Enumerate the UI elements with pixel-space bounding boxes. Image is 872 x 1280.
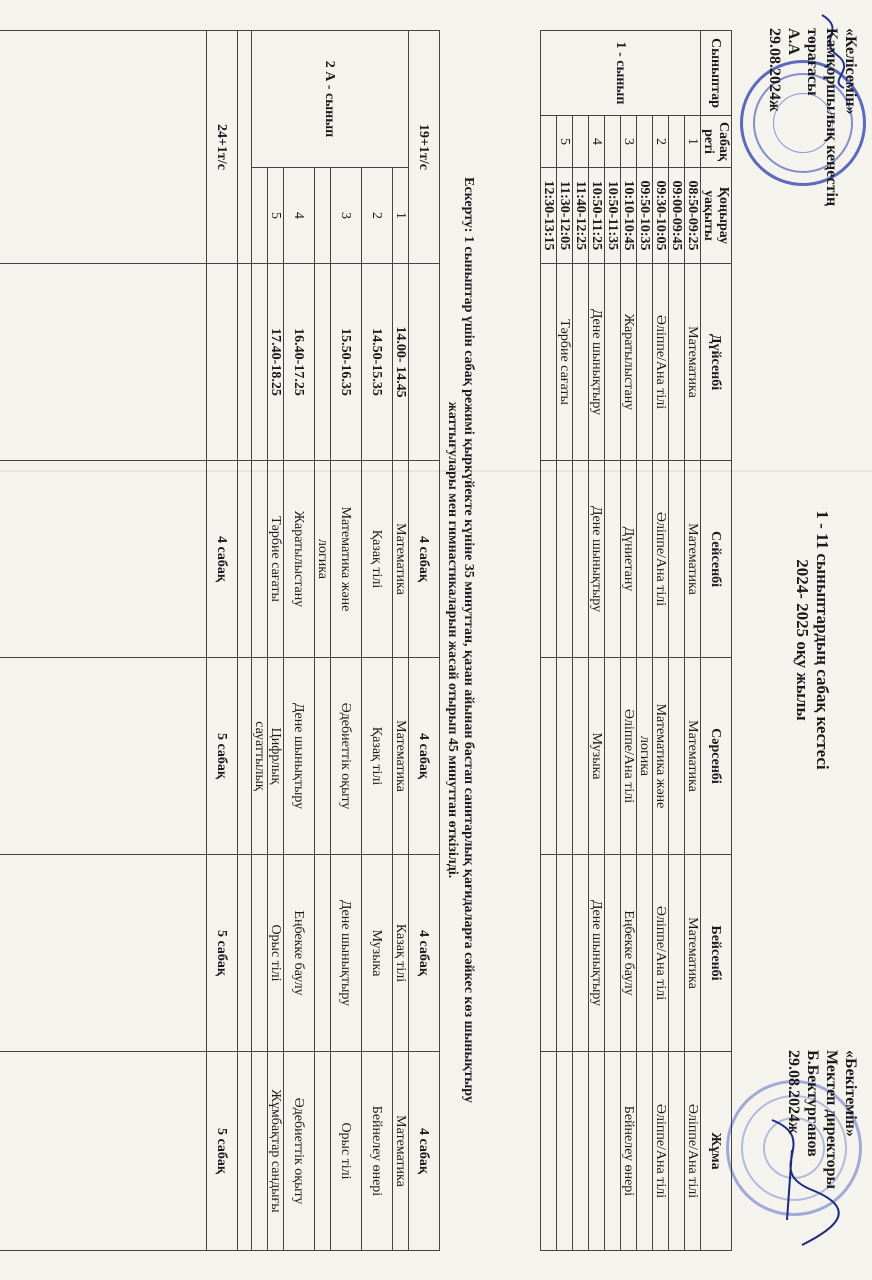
lesson-thu bbox=[315, 1052, 331, 1251]
lesson-thu: Математика bbox=[685, 855, 701, 1052]
lesson-fri bbox=[605, 1052, 621, 1251]
total-wed: 5 сабақ bbox=[207, 855, 238, 1052]
bell-time: 10:50-11:25 bbox=[589, 168, 605, 264]
lesson-thu bbox=[669, 855, 685, 1052]
table-row bbox=[252, 31, 268, 1251]
count-wed: 4 сабақ bbox=[409, 855, 440, 1052]
lesson-wed: Орыс тілі bbox=[268, 855, 284, 1052]
lesson-thu bbox=[557, 855, 573, 1052]
lesson-number: 3 bbox=[621, 116, 637, 168]
bell-time: 17.40-18.25 bbox=[268, 264, 284, 461]
lesson-tue: Дүниетану bbox=[621, 461, 637, 658]
lesson-fri: Бейнелеу өнері bbox=[621, 1052, 637, 1251]
lesson-wed: логика bbox=[637, 658, 653, 855]
grade-total-blank bbox=[207, 264, 238, 461]
empty-cell bbox=[0, 264, 207, 461]
table-row bbox=[331, 31, 362, 1251]
header-wednesday: Сәрсенбі bbox=[701, 658, 732, 855]
total-mon: 4 сабақ bbox=[207, 461, 238, 658]
approval-left bbox=[765, 28, 860, 206]
grade2-rows bbox=[252, 31, 440, 1251]
bell-time: 14.50-15.35 bbox=[362, 264, 393, 461]
lesson-mon: Математика bbox=[393, 461, 409, 658]
lesson-tue bbox=[669, 461, 685, 658]
lesson-thu bbox=[573, 855, 589, 1052]
lesson-mon: Жаратылыстану bbox=[284, 461, 315, 658]
lesson-tue bbox=[605, 461, 621, 658]
bell-time: 09:50-10:35 bbox=[637, 168, 653, 264]
lesson-tue bbox=[557, 461, 573, 658]
lesson-fri bbox=[573, 1052, 589, 1251]
lesson-thu: Бейнелеу өнері bbox=[362, 1052, 393, 1251]
table-row bbox=[669, 31, 685, 1251]
lesson-mon: Жаратылыстану bbox=[621, 264, 637, 461]
table-row bbox=[557, 31, 573, 1251]
lesson-thu bbox=[605, 855, 621, 1052]
lesson-tue bbox=[541, 461, 557, 658]
lesson-wed: Математика және bbox=[653, 658, 669, 855]
bell-time: 14.00- 14.45 bbox=[393, 264, 409, 461]
spacer-cell bbox=[238, 658, 252, 855]
lesson-number: 4 bbox=[589, 116, 605, 168]
lesson-tue: Цифрлық bbox=[268, 658, 284, 855]
total-thu: 5 сабақ bbox=[207, 1052, 238, 1251]
spacer-cell bbox=[238, 31, 252, 264]
table-row bbox=[637, 31, 653, 1251]
table-row bbox=[621, 31, 637, 1251]
spacer-cell bbox=[238, 461, 252, 658]
header-class: Сыныптар bbox=[701, 31, 732, 116]
lesson-fri: Әліппе/Ана тілі bbox=[653, 1052, 669, 1251]
approval-left-line2: Камқоршылық кеңестің bbox=[823, 28, 840, 207]
lesson-wed bbox=[573, 658, 589, 855]
lesson-wed bbox=[315, 855, 331, 1052]
table-row bbox=[362, 31, 393, 1251]
empty-cell bbox=[0, 31, 207, 264]
lesson-mon bbox=[252, 461, 268, 658]
table-row bbox=[315, 31, 331, 1251]
total-tue: 5 сабақ bbox=[207, 658, 238, 855]
count-mon: 4 сабақ bbox=[409, 461, 440, 658]
note-line1: Ескерту: 1 сыныптар үшін сабақ режимі қыркүйекте күніне 35 минуттан, қазан айынан бастап санитарлық қағидаларға сәйкес көз шынықтыру bbox=[461, 177, 476, 1103]
empty-cell bbox=[0, 461, 207, 658]
lesson-fri bbox=[541, 1052, 557, 1251]
empty-cell bbox=[0, 658, 207, 855]
lesson-number: 2 bbox=[653, 116, 669, 168]
lesson-mon bbox=[573, 264, 589, 461]
grade2-schedule-table bbox=[0, 30, 440, 1251]
lesson-tue: Қазақ тілі bbox=[362, 658, 393, 855]
lesson-number bbox=[669, 116, 685, 168]
grade2-class-label: 2 А - сынып bbox=[252, 31, 409, 168]
table-row bbox=[268, 31, 284, 1251]
document-title bbox=[792, 390, 832, 890]
lesson-mon: Тәрбие сағаты bbox=[557, 264, 573, 461]
approval-left-line3: төрағасы bbox=[804, 28, 821, 96]
approval-right-line4: 29.08.2024ж bbox=[785, 1050, 802, 1134]
bell-time bbox=[252, 264, 268, 461]
bell-time: 11:30-12:05 bbox=[557, 168, 573, 264]
table-row bbox=[605, 31, 621, 1251]
spacer-cell bbox=[238, 264, 252, 461]
lesson-fri bbox=[557, 1052, 573, 1251]
lesson-thu bbox=[252, 1052, 268, 1251]
approval-right bbox=[784, 1050, 860, 1189]
lesson-tue: сауаттылық bbox=[252, 658, 268, 855]
bell-time: 08:50-09:25 bbox=[685, 168, 701, 264]
lesson-thu: Еңбекке баулу bbox=[621, 855, 637, 1052]
lesson-thu: Дене шынықтыру bbox=[589, 855, 605, 1052]
lesson-tue: Математика bbox=[685, 461, 701, 658]
lesson-fri bbox=[669, 1052, 685, 1251]
lesson-wed: Казақ тілі bbox=[393, 855, 409, 1052]
grade-total-count: 24+1т/с bbox=[207, 31, 238, 264]
lesson-number bbox=[252, 168, 268, 264]
lesson-number bbox=[315, 168, 331, 264]
bell-time: 16.40-17.25 bbox=[284, 264, 315, 461]
lesson-wed: Еңбекке баулу bbox=[284, 855, 315, 1052]
bell-time: 15.50-16.35 bbox=[331, 264, 362, 461]
grade-total-rows bbox=[0, 31, 252, 1251]
bell-time bbox=[315, 264, 331, 461]
lesson-mon: Әліппе/Ана тілі bbox=[653, 264, 669, 461]
grade1-rows bbox=[541, 31, 701, 1251]
count-thu: 4 сабақ bbox=[409, 1052, 440, 1251]
note-line2: жаттығулары мен гимнастикаларын жасай отырып 45 минуттан өткізілді. bbox=[445, 401, 460, 879]
lesson-thu: Әліппе/Ана тілі bbox=[653, 855, 669, 1052]
bell-time: 10:10-10:45 bbox=[621, 168, 637, 264]
approval-right-line1: «Бекітемін» bbox=[842, 1050, 859, 1137]
lesson-number: 3 bbox=[331, 168, 362, 264]
grade2-lesson-total: 19+1т/с bbox=[409, 31, 440, 264]
header-order: Сабақ реті bbox=[701, 116, 732, 168]
table-row bbox=[685, 31, 701, 1251]
note bbox=[444, 30, 476, 1250]
table-row bbox=[589, 31, 605, 1251]
lesson-wed: Әліппе/Ана тілі bbox=[621, 658, 637, 855]
title-line2: 2024- 2025 оқу жылы bbox=[793, 559, 812, 721]
lesson-fri bbox=[637, 1052, 653, 1251]
title-line1: 1 - 11 сыныптардың сабақ кестесі bbox=[813, 510, 832, 770]
lesson-mon: Тәрбие сағаты bbox=[268, 461, 284, 658]
lesson-tue: Математика bbox=[393, 658, 409, 855]
lesson-thu: Жұмбақтар сандығы bbox=[268, 1052, 284, 1251]
lesson-mon bbox=[669, 264, 685, 461]
lesson-thu bbox=[637, 855, 653, 1052]
lesson-wed bbox=[252, 855, 268, 1052]
approval-left-line4: А.А bbox=[785, 28, 802, 56]
count-tue: 4 сабақ bbox=[409, 658, 440, 855]
lesson-mon: Математика bbox=[685, 264, 701, 461]
spacer-cell bbox=[238, 855, 252, 1052]
bell-time: 11:40-12:25 bbox=[573, 168, 589, 264]
table-row bbox=[653, 31, 669, 1251]
bell-time: 10:50-11:35 bbox=[605, 168, 621, 264]
lesson-wed: Музыка bbox=[362, 855, 393, 1052]
lesson-number bbox=[605, 116, 621, 168]
lesson-mon bbox=[637, 264, 653, 461]
lesson-thu: Математика bbox=[393, 1052, 409, 1251]
lesson-number: 1 bbox=[685, 116, 701, 168]
header-bell: Қоңырау уақыты bbox=[701, 168, 732, 264]
grade1-class-label: 1 - сынып bbox=[541, 31, 701, 116]
empty-cell bbox=[0, 1052, 207, 1251]
approval-left-line5: 29.08.2024ж bbox=[766, 28, 783, 112]
lesson-wed bbox=[557, 658, 573, 855]
header-friday: Жұма bbox=[701, 1052, 732, 1251]
table-row bbox=[393, 31, 409, 1251]
approval-right-line3: Б.Бектурганов bbox=[804, 1050, 821, 1157]
lesson-thu: Әдебиеттік оқыту bbox=[284, 1052, 315, 1251]
lesson-number bbox=[637, 116, 653, 168]
lesson-number: 4 bbox=[284, 168, 315, 264]
approval-left-line1: «Келісемін» bbox=[842, 28, 859, 115]
bell-time: 09:30-10:05 bbox=[653, 168, 669, 264]
lesson-thu: Орыс тілі bbox=[331, 1052, 362, 1251]
lesson-number: 5 bbox=[268, 168, 284, 264]
lesson-mon bbox=[605, 264, 621, 461]
lesson-mon: Қазақ тілі bbox=[362, 461, 393, 658]
empty-cell bbox=[0, 855, 207, 1052]
lesson-fri bbox=[589, 1052, 605, 1251]
lesson-mon: логика bbox=[315, 461, 331, 658]
table-row bbox=[573, 31, 589, 1251]
lesson-number bbox=[573, 116, 589, 168]
lesson-mon: Математика және bbox=[331, 461, 362, 658]
header-tuesday: Сейсенбі bbox=[701, 461, 732, 658]
lesson-tue bbox=[573, 461, 589, 658]
grade1-schedule-table bbox=[540, 30, 732, 1251]
grade2-lessons-per-day bbox=[409, 264, 440, 461]
table-row bbox=[541, 31, 557, 1251]
lesson-number bbox=[541, 116, 557, 168]
lesson-number: 2 bbox=[362, 168, 393, 264]
lesson-wed: Математика bbox=[685, 658, 701, 855]
lesson-thu bbox=[541, 855, 557, 1052]
lesson-mon: Дене шынықтыру bbox=[589, 264, 605, 461]
header-monday: Дүйсенбі bbox=[701, 264, 732, 461]
lesson-tue bbox=[637, 461, 653, 658]
lesson-tue: Дене шынықтыру bbox=[284, 658, 315, 855]
lesson-wed: Дене шынықтыру bbox=[331, 855, 362, 1052]
lesson-tue bbox=[315, 658, 331, 855]
bell-time: 12:30-13:15 bbox=[541, 168, 557, 264]
lesson-number: 5 bbox=[557, 116, 573, 168]
table-row bbox=[284, 31, 315, 1251]
lesson-mon bbox=[541, 264, 557, 461]
lesson-wed: Музыка bbox=[589, 658, 605, 855]
header-thursday: Бейсенбі bbox=[701, 855, 732, 1052]
bell-time: 09:00-09:45 bbox=[669, 168, 685, 264]
approval-right-line2: Мектеп директоры bbox=[823, 1050, 840, 1189]
lesson-wed bbox=[669, 658, 685, 855]
lesson-fri: Әліппе/Ана тілі bbox=[685, 1052, 701, 1251]
lesson-tue: Дене шынықтыру bbox=[589, 461, 605, 658]
spacer-cell bbox=[238, 1052, 252, 1251]
lesson-tue: Әдебиеттік оқыту bbox=[331, 658, 362, 855]
lesson-number: 1 bbox=[393, 168, 409, 264]
lesson-wed bbox=[605, 658, 621, 855]
lesson-wed bbox=[541, 658, 557, 855]
lesson-tue: Әліппе/Ана тілі bbox=[653, 461, 669, 658]
